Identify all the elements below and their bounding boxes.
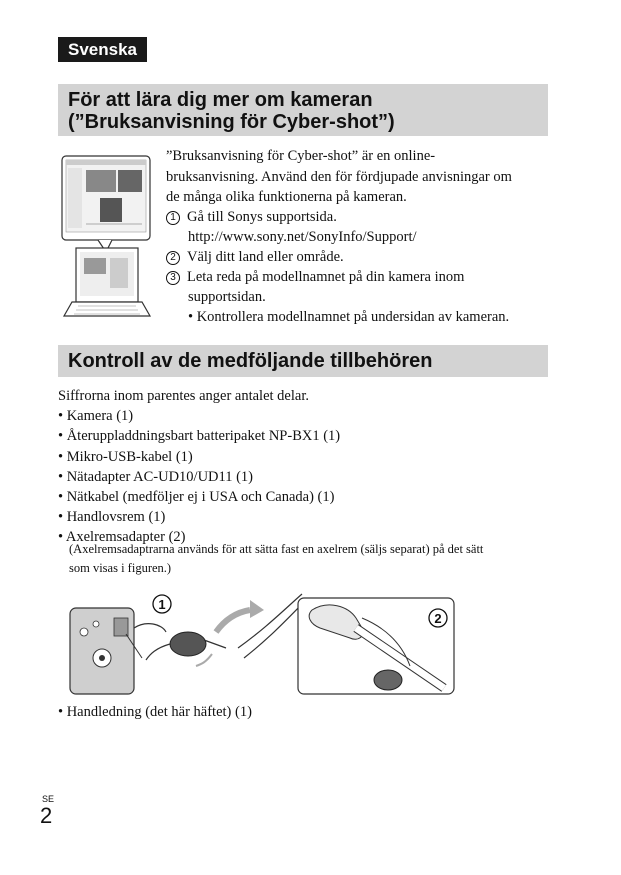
shoulder-strap-note: (Axelremsadaptrarna används för att sätta fast en axelrem (säljs separat) på det sätt som visas i figuren.) [69, 542, 484, 575]
page-language-code: SE [42, 794, 55, 804]
list-intro: Siffrorna inom parentes anger antalet delar. [58, 388, 309, 404]
step-3-continued: supportsidan. [188, 289, 266, 305]
list-item: • Kamera (1) [58, 408, 134, 425]
heading-line-1: För att lära dig mer om kameran [68, 89, 373, 111]
list-item: • Återuppladdningsbart batteripaket NP-BX1 (1) [58, 428, 341, 445]
step-1: 1 Gå till Sonys supportsida. [166, 207, 337, 228]
heading-line-2: (”Bruksanvisning för Cyber-shot”) [68, 111, 395, 133]
list-item: • Handlovsrem (1) [58, 509, 166, 526]
step-number: 1 [166, 211, 180, 225]
adaptor [170, 632, 206, 656]
section-heading-learn-more [58, 84, 548, 136]
list-item: • Nätadapter AC-UD10/UD11 (1) [58, 468, 254, 485]
step-3-note: • Kontrollera modellnamnet på undersidan av kameran. [188, 309, 510, 325]
figure-label-1: 1 [158, 597, 166, 612]
section-heading-accessories: Kontroll av de medföljande tillbehören [58, 345, 548, 377]
step-number: 2 [166, 251, 180, 265]
figure-label-2: 2 [434, 611, 442, 626]
step-2: 2 Välj ditt land eller område. [166, 247, 344, 268]
strap-adaptor-figure [66, 588, 458, 700]
list-item: • Axelremsadapter (2) [58, 529, 186, 546]
list-item: • Nätkabel (medföljer ej i USA och Canada) (1) [58, 489, 335, 506]
page-number: 2 [40, 803, 53, 828]
computer-illustration [58, 152, 154, 324]
language-tab: Svenska [58, 37, 147, 62]
list-item: • Mikro-USB-kabel (1) [58, 448, 193, 465]
accessory-list [58, 386, 558, 548]
step-number: 3 [166, 271, 180, 285]
list-item-handbook: • Handledning (det här häftet) (1) [58, 704, 252, 720]
step-3: 3 Leta reda på modellnamnet på din kamera inom [166, 267, 464, 288]
support-url: http://www.sony.net/SonyInfo/Support/ [188, 229, 417, 245]
intro-paragraph: ”Bruksanvisning för Cyber-shot” är en online- bruksanvisning. Använd den för fördjupade anvisningar om de många olika funktionerna på kameran. [166, 148, 512, 205]
